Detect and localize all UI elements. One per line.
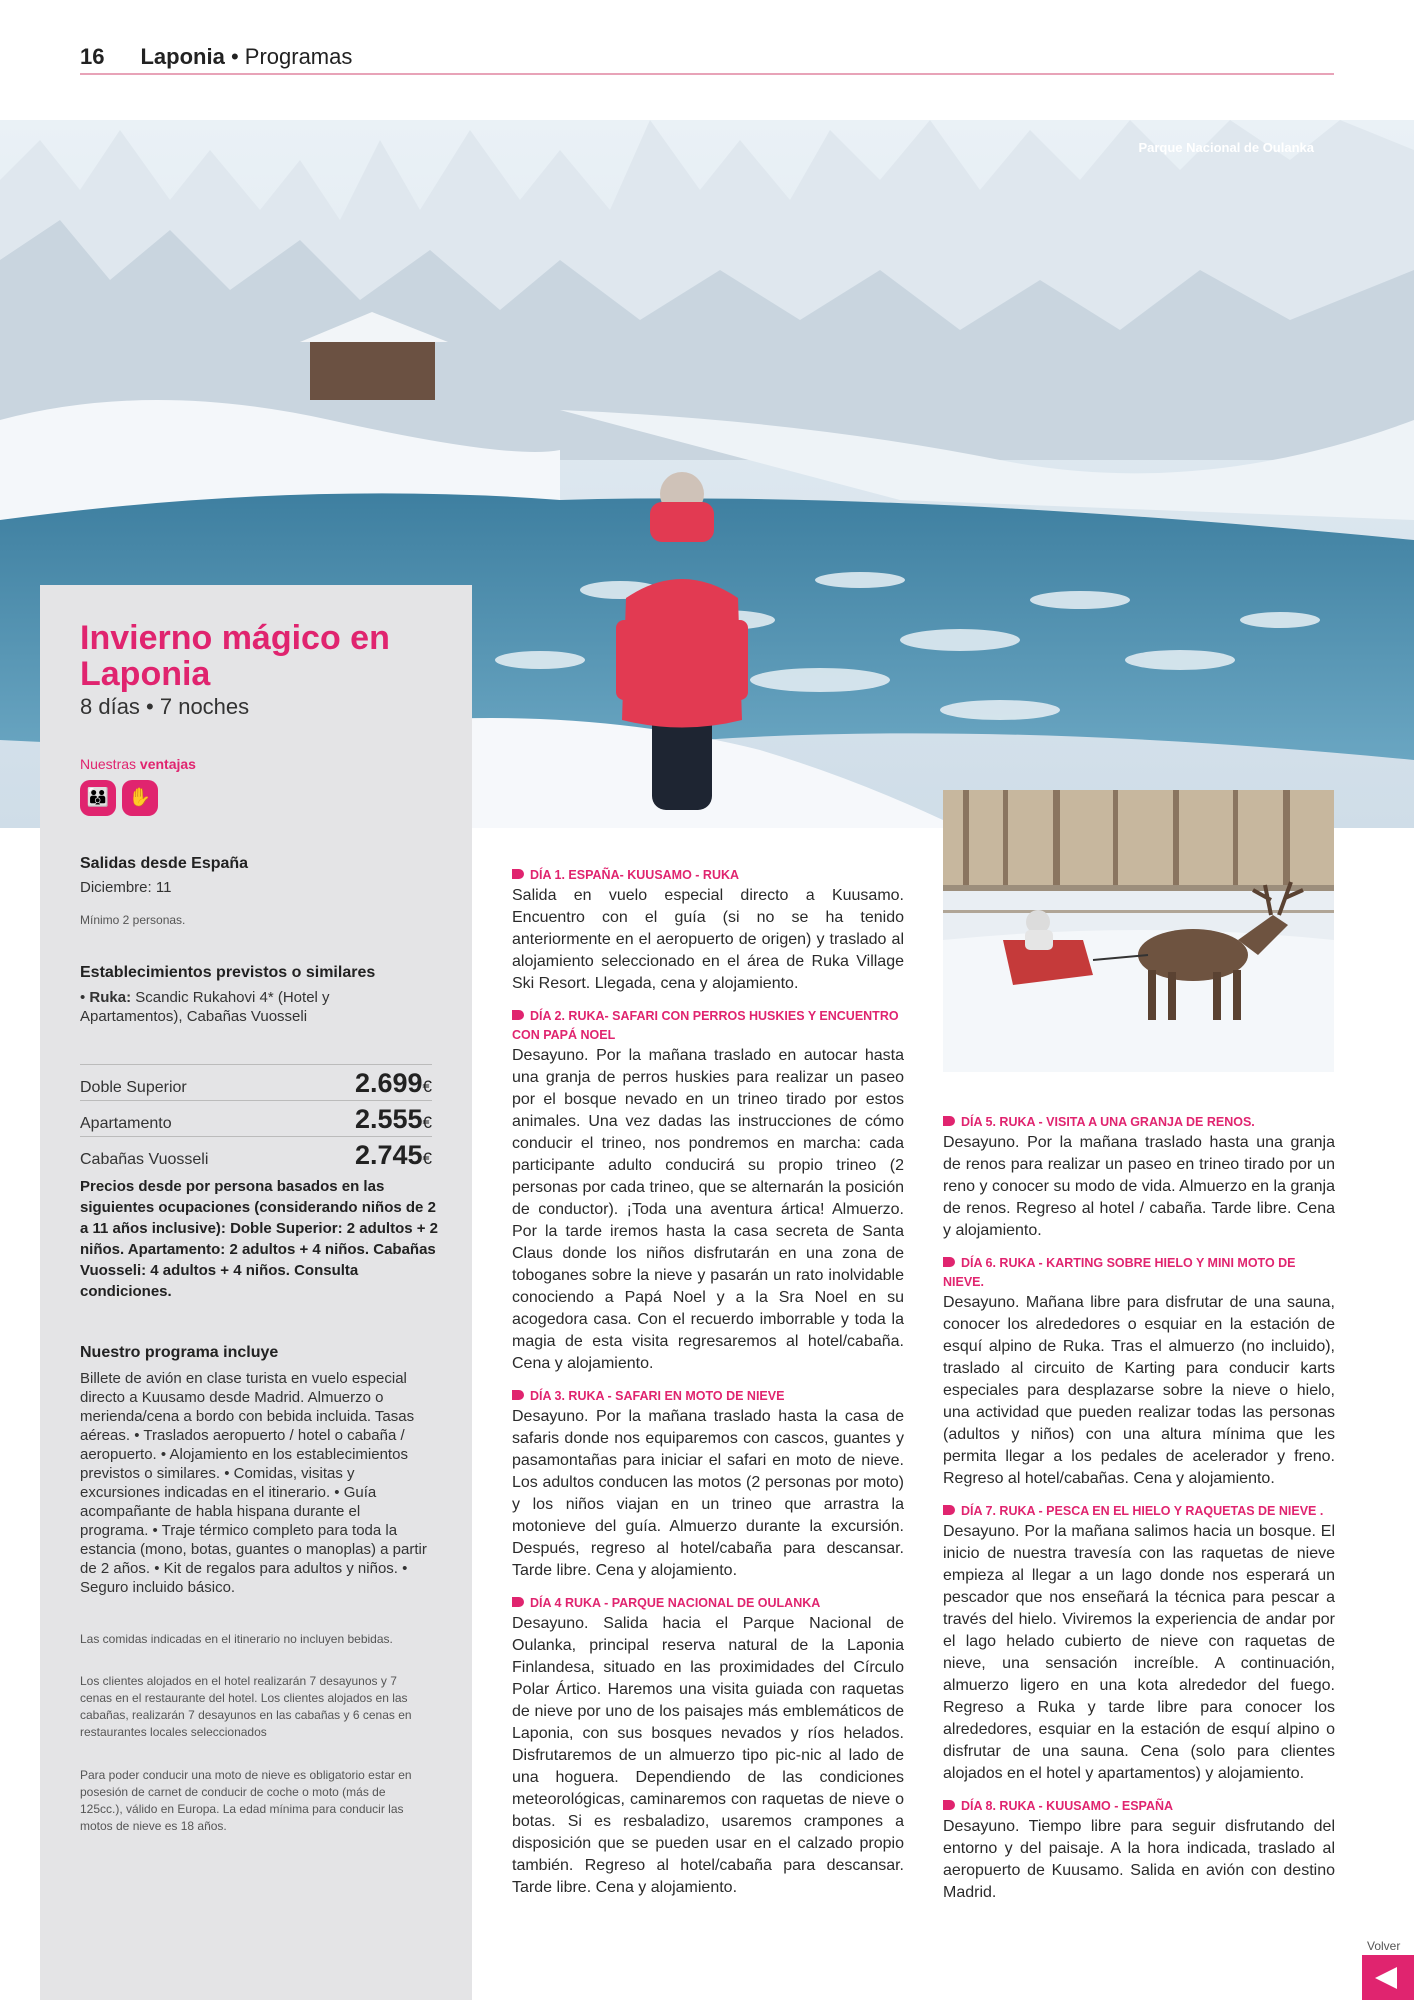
- kids-hand-icon: ✋: [122, 780, 158, 816]
- itinerary-column-2: [943, 1113, 1335, 1916]
- page-header: [80, 44, 352, 70]
- page-number: 16: [80, 44, 105, 69]
- advantages-icons: [80, 780, 164, 816]
- itinerary-column-1: [512, 866, 904, 1911]
- itinerary-day: DÍA 4 RUKA - PARQUE NACIONAL DE OULANKA Desayuno. Salida hacia el Parque Nacional de Oulanka, principal reserva natural de la Laponia Finlandesa, situado en las proximidades del Círculo Polar Ártico. Haremos una visita guiada con raquetas de nieve por uno de los paisajes más emblemáticos de Laponia, con sus bosques nevados y ríos helados. Disfrutaremos de un almuerzo tipo pic-nic al lado de una hoguera. Dependiendo de las condiciones meteorológicas, caminaremos con raquetas de nieve o botas. Si es resbaladizo, usaremos crampones a disposición que se pueden usar en el calzado propio también. Regreso al hotel/cabaña para descansar. Tarde libre. Cena y alojamiento.: [512, 1596, 904, 1896]
- itinerary-day: DÍA 6. RUKA - KARTING SOBRE HIELO Y MINI MOTO DE NIEVE. Desayuno. Mañana libre para disfrutar de una sauna, conocer los alrededores o esquiar en la estación de esquí alpino de Ruka. Tras el almuerzo (no incluido), traslado al circuito de Karting para conducir karts especiales para desplazarse sobre la nieve o hielo, una actividad que pueden realizar todas las personas (adultos y niños) con una altura mínima que les permita llegar a los pedales de acelerador y freno. Regreso al hotel/cabañas. Cena y alojamiento.: [943, 1256, 1335, 1487]
- back-label[interactable]: Volver: [1367, 1939, 1401, 1953]
- bullet-icon: [512, 1010, 524, 1020]
- bullet-icon: [512, 869, 524, 879]
- hotels-list-item: • Ruka: Scandic Rukahovi 4* (Hotel y Apartamentos), Cabañas Vuosseli: [80, 989, 330, 1025]
- price-row: Cabañas Vuosseli 2.745€: [80, 1136, 432, 1171]
- includes-note-accommodation: Los clientes alojados en el hotel realizarán 7 desayunos y 7 cenas en el restaurante del hotel. Los clientes alojados en las cabañas, realizarán 7 desayunos en las cabañas y 6 cenas en restaurantes locales seleccionados: [80, 1674, 412, 1739]
- includes-heading: Nuestro programa incluye: [80, 1344, 279, 1361]
- subsection-title: Programas: [244, 44, 353, 69]
- bullet-icon: [943, 1116, 955, 1126]
- price-note: Precios desde por persona basados en las siguientes ocupaciones (considerando niños de 2 a 11 años inclusive): Doble Superior: 2 adultos + 2 niños. Apartamento: 2 adultos + 4 niños. Cabañas Vuosseli: 4 adultos + 4 niños. Consulta condiciones.: [80, 1178, 439, 1300]
- includes-text: Billete de avión en clase turista en vuelo especial directo a Kuusamo desde Madrid. Almuerzo o merienda/cena a bordo con bebida incluida. Tasas aéreas. • Traslados aeropuerto / hotel o cabaña / aeropuerto. • Alojamiento en los establecimientos previstos o similares. • Comidas, visitas y excursiones indicadas en el itinerario. • Guía acompañante de habla hispana durante el programa. • Traje térmico completo para toda la estancia (mono, botas, guantes o manoplas) a partir de 2 años. • Kit de regalos para adultos y niños. • Seguro incluido básico.: [80, 1370, 427, 1596]
- departures-heading: Salidas desde España: [80, 855, 249, 872]
- itinerary-day: DÍA 3. RUKA - SAFARI EN MOTO DE NIEVE Desayuno. Por la mañana traslado hasta la casa de safaris donde nos equiparemos con cascos, guantes y pasamontañas para iniciar el safari en moto de nieve. Los adultos conducen las motos (2 personas por moto) y los niños viajan en un trineo que arrastra la motonieve del guía. Almuerzo durante la excursión. Después, regreso al hotel/cabaña para descansar. Tarde libre. Cena y alojamiento.: [512, 1389, 904, 1579]
- itinerary-day: DÍA 7. RUKA - PESCA EN EL HIELO Y RAQUETAS DE NIEVE . Desayuno. Por la mañana salimos hacia un bosque. El inicio de nuestra travesía con las raquetas de nieve empieza al llegar a un lago donde nos esperará un pescador que nos enseñará la técnica para pescar a través del hielo. Viviremos la experiencia de andar por el lago helado cubierto de nieve con raquetas de nieve, una sensación increíble. A continuación, almuerzo ligero en una kota alrededor del fuego. Regreso a Ruka y tarde libre para conocer los alrededores, esquiar en la estación de esquí alpino o disfrutar de una sauna. Cena (solo para clientes alojados en el hotel y apartamentos) y alojamiento.: [943, 1504, 1335, 1782]
- section-title: Laponia: [140, 44, 225, 69]
- header-separator: •: [224, 44, 245, 69]
- trip-duration: 8 días • 7 noches: [80, 694, 250, 719]
- trip-title: Invierno mágico en Laponia: [80, 619, 390, 693]
- advantages-label: Nuestras ventajas: [80, 756, 196, 772]
- price-row: Doble Superior 2.699€: [80, 1064, 432, 1099]
- bullet-icon: [512, 1597, 524, 1607]
- bullet-icon: [943, 1505, 955, 1515]
- itinerary-day: DÍA 1. ESPAÑA- KUUSAMO - RUKA Salida en vuelo especial directo a Kuusamo. Encuentro con el guía (si no se ha tenido anteriormente en el aeropuerto de origen) y traslado al alojamiento seleccionado en el área de Ruka Village Ski Resort. Llegada, cena y alojamiento.: [512, 868, 904, 992]
- header-divider: [80, 73, 1334, 75]
- includes-note-snowmobile: Para poder conducir una moto de nieve es obligatorio estar en posesión de carnet de conducir de coche o moto (más de 125cc.), válido en Europa. La edad mínima para conducir las motos de nieve es 18 años.: [80, 1768, 412, 1833]
- hero-caption: Parque Nacional de Oulanka: [1138, 140, 1314, 155]
- bullet-icon: [943, 1800, 955, 1810]
- itinerary-day: DÍA 2. RUKA- SAFARI CON PERROS HUSKIES Y ENCUENTRO CON PAPÁ NOEL Desayuno. Por la mañana traslado en autocar hasta una granja de perros huskies para realizar un paseo por el bosque nevado en un trineo tirado por estos animales. Una vez dadas las instrucciones de cómo conducir el trineo, nos pondremos en marcha: cada participante adulto conducirá su propio trineo (2 personas por cada trineo, que se alternarán la posición de conductor). ¡Toda una aventura ártica! Almuerzo. Por la tarde iremos hasta la casa secreta de Santa Claus donde los niños disfrutarán en una zona de toboganes sobre la nieve y pasarán un rato inolvidable conociendo a Papá Noel y a la Sra Noel en su acogedora casa. Con el recuerdo imborrable y toda la magia de esta visita regresaremos al hotel/cabaña. Cena y alojamiento.: [512, 1009, 904, 1372]
- price-row: Apartamento 2.555€: [80, 1100, 432, 1135]
- itinerary-day: DÍA 8. RUKA - KUUSAMO - ESPAÑA Desayuno. Tiempo libre para seguir disfrutando del entorno y del paisaje. A la hora indicada, traslado al aeropuerto de Kuusamo. Salida en avión con destino Madrid.: [943, 1799, 1335, 1901]
- back-arrow-icon: [1375, 1967, 1397, 1989]
- reindeer-photo: [943, 790, 1334, 1072]
- includes-note-meals: Las comidas indicadas en el itinerario no incluyen bebidas.: [80, 1632, 393, 1646]
- hotels-heading: Establecimientos previstos o similares: [80, 964, 376, 981]
- family-icon: 👪: [80, 780, 116, 816]
- back-button[interactable]: [1362, 1955, 1414, 2000]
- itinerary-day: DÍA 5. RUKA - VISITA A UNA GRANJA DE RENOS. Desayuno. Por la mañana traslado hasta una granja de renos para realizar un paseo en trineo tirado por un reno y conocer su modo de vida. Almuerzo en la granja de renos. Regreso al hotel / cabaña. Tarde libre. Cena y alojamiento.: [943, 1115, 1335, 1239]
- minimum-people: Mínimo 2 personas.: [80, 913, 186, 927]
- bullet-icon: [512, 1390, 524, 1400]
- bullet-icon: [943, 1257, 955, 1267]
- departures-date: Diciembre: 11: [80, 879, 172, 896]
